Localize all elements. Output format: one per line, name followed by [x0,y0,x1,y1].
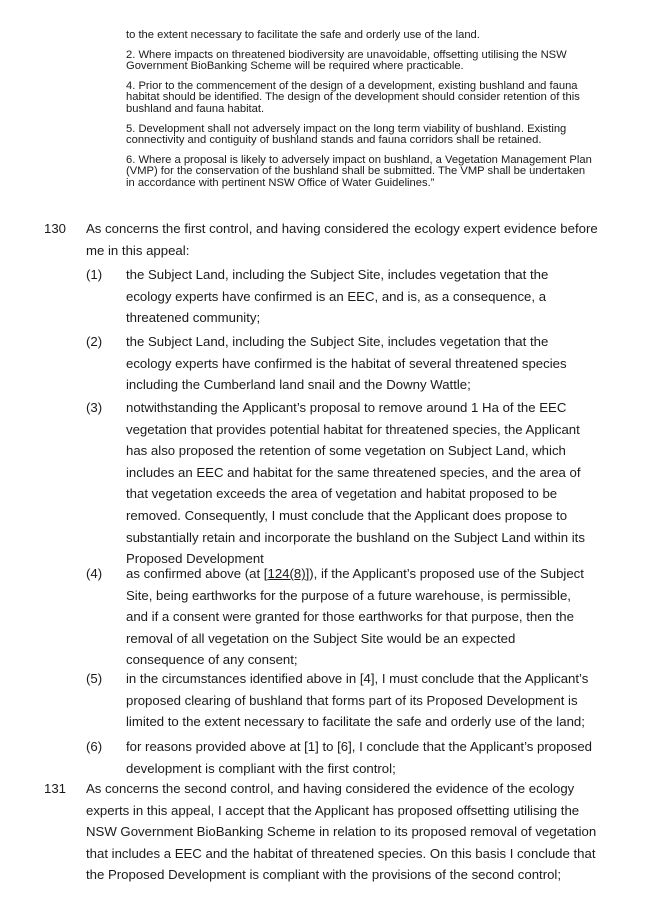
subparagraph-text: in the circumstances identified above in [4], I must conclude that the Applicant’s proposed clearing of bushland that forms part of its Proposed Development is limited to the extent necessary to facilitate the safe and orderly use of the land; [126,671,589,730]
subparagraph-text: the Subject Land, including the Subject Site, includes vegetation that the ecology experts have confirmed is an EEC, and is, as a consequence, a threatened community; [126,267,549,326]
subparagraph-number: (4) [86,566,103,581]
subparagraph-number: (1) [86,267,103,282]
quote-line: 6. Where a proposal is likely to adversely impact on bushland, a Vegetation Management Plan (VMP) for the conservation of the bushland shall be submitted. The VMP shall be undertaken in accordance with pertinent NSW Office of Water Guidelines.” [126,153,592,189]
quoted-controls [126,30,596,198]
quote-line: 4. Prior to the commencement of the design of a development, existing bushland and fauna habitat should be identified. The design of the development should consider retention of this bushland and fauna habitat. [126,79,580,115]
paragraph-text: As concerns the second control, and having considered the evidence of the ecology experts in this appeal, I accept that the Applicant has proposed offsetting utilising the NSW Government BioBanking Scheme in relation to its proposed removal of vegetation that includes a EEC and the habitat of threatened species. On this basis I conclude that the Proposed Development is compliant with the provisions of the second control; [86,781,597,883]
subparagraph-text [126,563,596,671]
subparagraph-text: the Subject Land, including the Subject Site, includes vegetation that the ecology experts have confirmed is the habitat of several threatened species including the Cumberland land snail and the Downy Wattle; [126,334,567,393]
paragraph-number: 130 [44,221,67,236]
subparagraph-number: (6) [86,739,103,754]
subparagraph-number: (2) [86,334,103,349]
paragraph-number: 131 [44,781,67,796]
paragraph-text: As concerns the first control, and having considered the ecology expert evidence before me in this appeal: [86,221,598,258]
quote-line: 5. Development shall not adversely impact on the long term viability of bushland. Existing connectivity and contiguity of bushland stands and fauna corridors shall be retained. [126,122,567,147]
quote-line: 2. Where impacts on threatened biodiversity are unavoidable, offsetting utilising the NSW Government BioBanking Scheme will be required where practicable. [126,48,567,73]
subparagraph-text: notwithstanding the Applicant’s proposal to remove around 1 Ha of the EEC vegetation that provides potential habitat for threatened species, the Applicant has also proposed the retention of some vegetation on Subject Land, which includes an EEC and habitat for the same threatened species, and the area of that vegetation exceeds the area of vegetation and habitat proposed to be removed. Consequently, I must conclude that the Applicant does propose to substantially retain and incorporate the bushland on the Subject Land within its Proposed Development [126,400,585,567]
quote-line: to the extent necessary to facilitate the safe and orderly use of the land. [126,29,480,41]
text-after-link: ]), if the Applicant’s proposed use of the Subject Site, being earthworks for the purpose of a future warehouse, is permissible, and if a consent were granted for those earthworks for that purpose, then the removal of all vegetation on the Subject Site would be an expected consequence of any consent; [126,566,584,668]
text-before-link: as confirmed above (at [ [126,566,268,581]
paragraph-reference-link[interactable]: 124(8) [267,566,306,581]
subparagraph-text: for reasons provided above at [1] to [6], I conclude that the Applicant’s proposed development is compliant with the first control; [126,739,593,776]
subparagraph-number: (5) [86,671,103,686]
subparagraph-number: (3) [86,400,103,415]
